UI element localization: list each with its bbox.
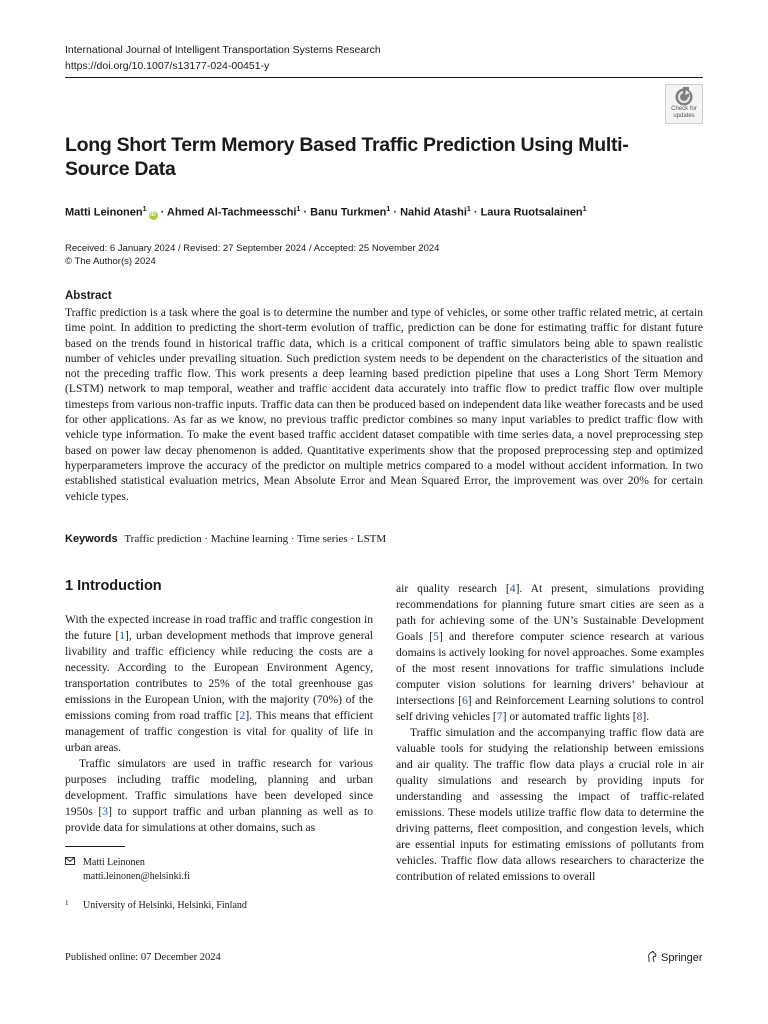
corresponding-author — [65, 856, 190, 884]
keyword: Machine learning — [210, 533, 289, 545]
copyright-line: © The Author(s) 2024 — [65, 256, 156, 267]
author-name[interactable]: Ahmed Al-Tachmeesschi — [166, 206, 297, 219]
keyword-items — [124, 533, 386, 545]
citation-link[interactable]: 8 — [636, 710, 643, 723]
paper-title: Long Short Term Memory Based Traffic Prediction Using Multi-Source Data — [65, 134, 629, 180]
orcid-icon[interactable]: iD — [150, 211, 157, 218]
keyword-separator: · — [201, 533, 211, 545]
paragraph-text: ] and Reinforcement Learning solutions to control self driving vehicles [ — [396, 694, 704, 723]
header-divider — [65, 77, 703, 78]
author-affiliation-marker: 1 — [466, 206, 471, 213]
author-separator: · — [157, 206, 167, 219]
journal-name: International Journal of Intelligent Transportation Systems Research — [65, 44, 381, 56]
author-affiliation-marker: 1 — [386, 206, 391, 213]
check-for-updates-badge[interactable] — [665, 84, 703, 124]
keywords — [65, 533, 705, 545]
doi-link[interactable]: https://doi.org/10.1007/s13177-024-00451-y — [65, 60, 270, 72]
contact-name: Matti Leinonen — [83, 857, 145, 868]
paragraph-text: ] to support traffic and urban planning as well as to provide data for simulations at other domains, such as — [65, 805, 373, 834]
paragraph — [65, 756, 373, 836]
publisher-name: Springer — [661, 952, 703, 964]
left-column — [65, 612, 373, 836]
paragraph — [396, 725, 704, 885]
keyword: Time series — [297, 533, 348, 545]
author-name[interactable]: Banu Turkmen — [310, 206, 387, 219]
affiliation — [65, 896, 247, 913]
paragraph-text: ] and therefore computer science research at various domains is actively looking for novel approaches. Some examples of the most resent innovations for traffic simulations include computer vision solutions for learning drivers’ behaviour at intersections [ — [396, 630, 704, 707]
citation-link[interactable]: 2 — [239, 709, 246, 722]
keywords-heading: Keywords — [65, 533, 118, 545]
paragraph-text: ] or automated traffic lights [ — [502, 710, 637, 723]
envelope-icon — [65, 856, 83, 870]
paragraph-text: With the expected increase in road traffic and traffic congestion in the future [ — [65, 613, 373, 642]
paragraph-text: Traffic simulation and the accompanying traffic flow data are valuable tools for studying the relationship between emissions and air quality. The traffic flow data plays a crucial role in air quality simulations and research by providing inputs for understanding and assessing the impact of traffic-related emissions. These models utilize traffic flow data to determine the driving patterns, fleet composition, and congestion levels, which are essential inputs for estimating emissions of pollutants from vehicles. Traffic flow data allows researchers to characterize the contribution of related emissions to overall — [396, 726, 704, 883]
contact-email[interactable]: matti.leinonen@helsinki.fi — [83, 871, 190, 882]
citation-link[interactable]: 4 — [509, 582, 516, 595]
right-column — [396, 581, 704, 885]
paragraph — [396, 581, 704, 725]
paragraph-text: air quality research [ — [396, 582, 510, 595]
section-heading: 1 Introduction — [65, 578, 162, 594]
citation-link[interactable]: 6 — [461, 694, 468, 707]
affiliation-text: University of Helsinki, Helsinki, Finland — [83, 900, 247, 911]
keyword: Traffic prediction — [124, 533, 202, 545]
author-affiliation-marker: 1 — [142, 206, 147, 213]
paragraph-text: ]. At present, simulations providing recommendations for planning future smart cities are seen as a path for achieving some of the UN’s Sustainable Development Goals [ — [396, 582, 704, 643]
citation-link[interactable]: 5 — [433, 630, 439, 643]
received-revised-accepted: Received: 6 January 2024 / Revised: 27 September 2024 / Accepted: 25 November 2024 — [65, 243, 440, 254]
author-separator: · — [390, 206, 401, 219]
springer-logo — [647, 951, 703, 964]
affiliation-number: 1 — [65, 899, 69, 907]
publication-dates — [65, 242, 439, 268]
citation-link[interactable]: 7 — [496, 710, 503, 723]
citation-link[interactable]: 3 — [102, 805, 109, 818]
citation-link[interactable]: 1 — [119, 629, 126, 642]
keyword: LSTM — [356, 533, 387, 545]
footnote-divider — [65, 846, 125, 847]
keyword-separator: · — [288, 533, 298, 545]
abstract-heading: Abstract — [65, 290, 112, 302]
springer-horse-icon — [647, 951, 658, 963]
published-online: Published online: 07 December 2024 — [65, 952, 221, 963]
journal-header — [65, 42, 381, 74]
author-affiliation-marker: 1 — [296, 206, 301, 213]
paragraph-text: ]. This means that efficient management of traffic congestion is vital for quality of life in urban areas. — [65, 709, 374, 754]
author-list — [65, 202, 705, 221]
paragraph — [65, 612, 373, 756]
abstract-text: Traffic prediction is a task where the goal is to determine the number and type of vehicles, or some other traffic related metric, at certain time point. In addition to predicting the short-term evolution of traffic, prediction can be done for estimating traffic for distant future based on the trends found in historical traffic data, which is a critical component of traffic simulators being able to spawn realistic number of vehicles under prevailing situation. Such prediction system needs to be dependent on the characteristics of the situation and not the preceding traffic flow. This work presents a deep learning based prediction pipeline that uses a Long Short Term Memory (LSTM) network to map temporal, weather and traffic accident data accurately into traffic flow to predict traffic flow over multiple timesteps from various non-traffic inputs. Traffic data can then be produced based on independent data like weather forecasts and be used for other applications. As far as we know, no previous traffic predictor combines so many input variables to predict traffic flow with vehicle type information. To make the event based traffic accident dataset compatible with time series data, a novel preprocessing step based on power law decay phenomenon is added. Quantitative experiments show that the proposed preprocessing step and optimized hyperparameters improve the accuracy of the predictor on multiple metrics compared to a model without accident information. In two established statistical evaluation metrics, Mean Absolute Error and Mean Squared Error, the improvement was over 20% for certain vehicle types. — [65, 306, 703, 503]
paragraph-text: Traffic simulators are used in traffic research for various purposes including traffic modeling, planning and urban development. Traffic simulations have been developed since 1950s [ — [65, 757, 373, 818]
keyword-separator: · — [347, 533, 357, 545]
author-name[interactable]: Matti Leinonen — [65, 206, 143, 219]
paragraph-text: ]. — [642, 710, 650, 723]
author-affiliation-marker: 1 — [582, 206, 587, 213]
check-for-updates-icon — [674, 87, 694, 107]
author-separator: · — [300, 206, 311, 219]
author-name[interactable]: Nahid Atashi — [400, 206, 467, 219]
paragraph-text: ], urban development methods that improve general livability and traffic efficiency while reducing the costs are a necessity. According to the European Environment Agency, transportation contributes to 25% of the total greenhouse gas emissions in the European Union, with the majority (70%) of the emissions coming from road traffic [ — [65, 629, 373, 722]
badge-label: Check for updates — [671, 106, 697, 119]
author-separator: · — [470, 206, 481, 219]
author-name[interactable]: Laura Ruotsalainen — [480, 206, 583, 219]
